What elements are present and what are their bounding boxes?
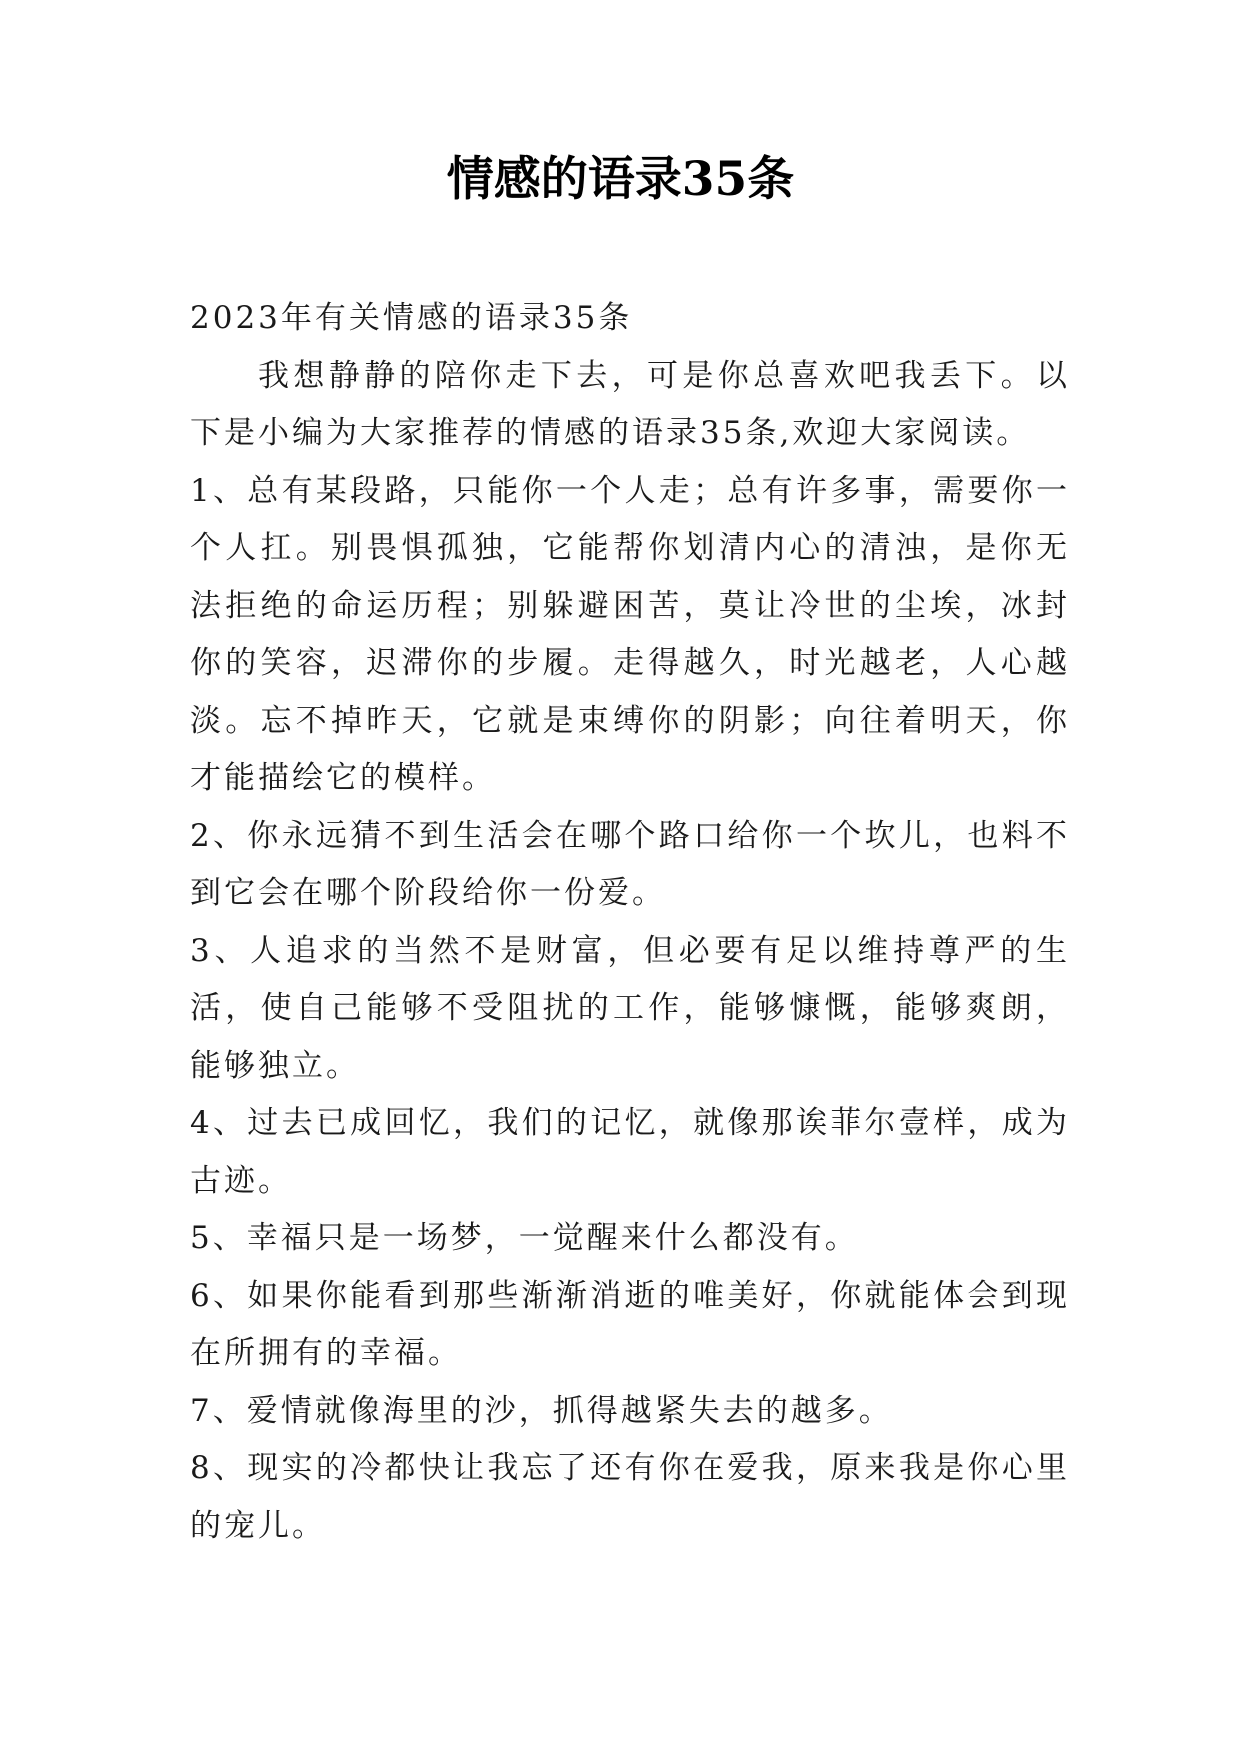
- intro-paragraph: 我想静静的陪你走下去，可是你总喜欢吧我丢下。以下是小编为大家推荐的情感的语录35条,欢迎大家阅读。: [190, 357, 1070, 451]
- quote-item-6: 6、如果你能看到那些渐渐消逝的唯美好，你就能体会到现在所拥有的幸福。: [190, 1277, 1070, 1371]
- quote-item-2: 2、你永远猜不到生活会在哪个路口给你一个坎儿，也料不到它会在哪个阶段给你一份爱。: [190, 817, 1070, 911]
- document-subtitle: 2023年有关情感的语录35条: [190, 300, 633, 336]
- quote-item-7: 7、爱情就像海里的沙，抓得越紧失去的越多。: [190, 1392, 893, 1429]
- document-title: 情感的语录35条: [446, 152, 795, 207]
- quote-item-4: 4、过去已成回忆，我们的记忆，就像那诶菲尔壹样，成为古迹。: [190, 1105, 1070, 1199]
- quote-item-1: 1、总有某段路，只能你一个人走；总有许多事，需要你一个人扛。别畏惧孤独，它能帮你划清内心的清浊，是你无法拒绝的命运历程；别躲避困苦，莫让冷世的尘埃，冰封你的笑容，迟滞你的步履。走得越久，时光越老，人心越淡。忘不掉昨天，它就是束缚你的阴影；向往着明天，你才能描绘它的模样。: [190, 472, 1070, 796]
- quote-item-8: 8、现实的冷都快让我忘了还有你在爱我，原来我是你心里的宠儿。: [190, 1450, 1070, 1544]
- quote-item-3: 3、人追求的当然不是财富，但必要有足以维持尊严的生活，使自己能够不受阻扰的工作，能够慷慨，能够爽朗，能够独立。: [190, 932, 1070, 1084]
- document-body: [190, 290, 1070, 1555]
- quote-item-5: 5、幸福只是一场梦，一觉醒来什么都没有。: [190, 1220, 859, 1256]
